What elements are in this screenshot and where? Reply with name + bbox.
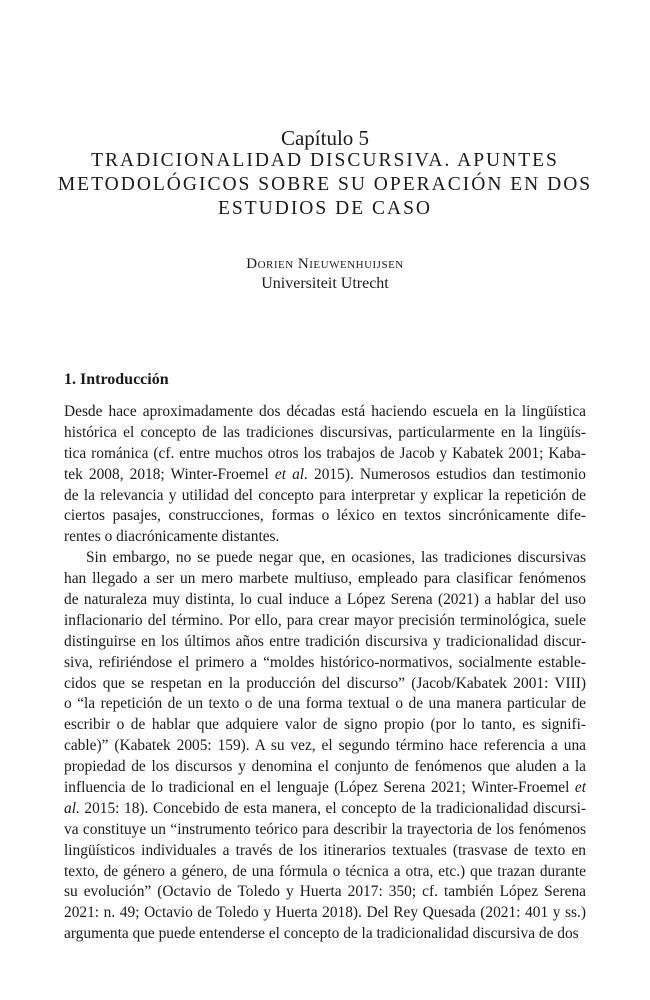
paragraph <box>64 402 586 548</box>
text-line: han llegado a ser un mero marbete multiuso, empleado para clasificar fenómenos <box>64 570 586 588</box>
text-line: distinguirse en los últimos años entre tradición discursiva y tradicionalidad discur- <box>64 632 586 650</box>
text-line: Sin embargo, no se puede negar que, en ocasiones, las tradiciones discursivas <box>86 549 586 567</box>
text-line: cidos que se respetan en la producción del discurso” (Jacob/Kabatek 2001: VIII) <box>64 674 586 692</box>
text-line: tek 2008, 2018; Winter-Froemel et al. 2015). Numerosos estudios dan testimonio <box>64 465 586 483</box>
text-line: propiedad de los discursos y denomina el conjunto de fenómenos que aluden a la <box>64 758 586 776</box>
text-line: texto, de género a género, de una fórmula o técnica a otra, etc.) que trazan durante <box>64 862 586 880</box>
text-line: cable)” (Kabatek 2005: 159). A su vez, el segundo término hace referencia a una <box>64 737 586 755</box>
text-line: va constituye un “instrumento teórico para describir la trayectoria de los fenómenos <box>64 820 586 838</box>
text-line: argumenta que puede entenderse el concepto de la tradicionalidad discursiva de dos <box>64 925 579 943</box>
chapter-title <box>0 149 650 221</box>
text-line: lingüísticos individuales a través de los itinerarios textuales (trasvase de texto en <box>64 841 586 859</box>
text-line: ciertos pasajes, construcciones, formas o léxico en textos sincrónicamente dife- <box>64 507 586 525</box>
text-line: 2021: n. 49; Octavio de Toledo y Huerta 2018). Del Rey Quesada (2021: 401 y ss.) <box>64 904 586 922</box>
text-line: o “la repetición de un texto o de una forma textual o de una manera particular de <box>64 695 586 713</box>
text-line: histórica el concepto de las tradiciones discursivas, particularmente en la lingüís- <box>64 423 586 441</box>
text-line: escribir o de hablar que adquiere valor de signo propio (por lo tanto, es signifi- <box>64 716 586 734</box>
text-line: rentes o diacrónicamente distantes. <box>64 528 280 546</box>
chapter-title-line: METODOLÓGICOS SOBRE SU OPERACIÓN EN DOS <box>57 174 593 195</box>
text-line: al. 2015: 18). Concebido de esta manera, el concepto de la tradicionalidad discursi- <box>64 799 586 817</box>
text-line: siva, refiriéndose el primero a “moldes histórico-normativos, socialmente estable- <box>64 653 586 671</box>
text-line: de naturaleza muy distinta, lo cual induce a López Serena (2021) a hablar del uso <box>64 591 586 609</box>
chapter-title-line: ESTUDIOS DE CASO <box>217 198 432 219</box>
text-line: inflacionario del término. Por ello, para crear mayor precisión terminológica, suele <box>64 611 586 629</box>
author-name: Dorien Nieuwenhuijsen <box>246 256 404 272</box>
author-affiliation: Universiteit Utrecht <box>261 275 389 292</box>
chapter-title-line: TRADICIONALIDAD DISCURSIVA. APUNTES <box>91 150 559 171</box>
section-heading: 1. Introducción <box>64 371 169 388</box>
text-line: influencia de lo tradicional en el lenguaje (López Serena 2021; Winter-Froemel et <box>64 779 586 797</box>
text-line: de la relevancia y utilidad del concepto para interpretar y explicar la repetición de <box>64 486 586 504</box>
body-text <box>64 402 586 945</box>
text-line: su evolución” (Octavio de Toledo y Huerta 2017: 350; cf. también López Serena <box>64 883 586 901</box>
text-line: Desde hace aproximadamente dos décadas está haciendo escuela en la lingüística <box>64 403 586 420</box>
text-line: tica románica (cf. entre muchos otros los trabajos de Jacob y Kabatek 2001; Kaba- <box>64 444 586 462</box>
paragraph <box>64 548 586 945</box>
chapter-label: Capítulo 5 <box>280 126 370 150</box>
